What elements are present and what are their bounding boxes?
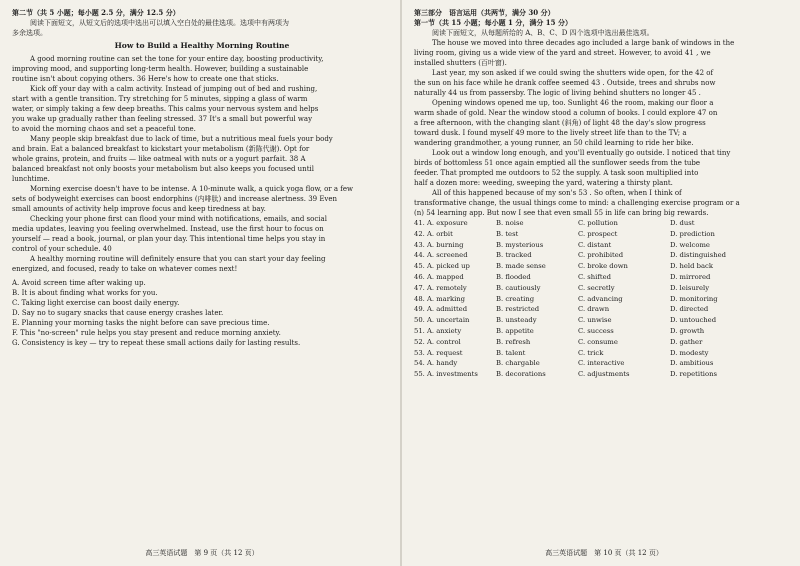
choice-c: C. drawn	[578, 305, 610, 314]
choice-row	[414, 304, 794, 315]
choice-a: 55. A. investments	[414, 370, 478, 379]
text-line: routine isn't about copying others. 36 Here's how to create one that sticks.	[12, 75, 279, 83]
text-line: control of your schedule. 40	[12, 245, 112, 253]
text-line: Morning exercise doesn't have to be intense. A 10-minute walk, a quick yoga flow, or a few	[30, 185, 353, 193]
choice-d: D. monitoring	[670, 294, 718, 303]
text-line: naturally 44 us from passersby. The logic of living behind shutters no longer 45 .	[414, 89, 701, 97]
instruction-line: 阅读下面短文，从短文后的选项中选出可以填入空白处的最佳选项。选项中有两项为	[30, 19, 289, 27]
choice-b: B. refresh	[496, 337, 531, 346]
right-page	[414, 8, 794, 560]
choice-b: B. test	[496, 229, 519, 238]
choice-c: C. distant	[578, 240, 612, 249]
text-line: Checking your phone first can flood your mind with notifications, emails, and social	[30, 215, 327, 223]
choice-b: B. restricted	[496, 305, 540, 314]
choice-d: D. distinguished	[670, 251, 726, 260]
choice-a: 47. A. remotely	[414, 283, 467, 292]
choice-d: D. modesty	[670, 348, 709, 357]
choice-a: 48. A. marking	[414, 294, 465, 303]
choice-c: C. shifted	[578, 272, 611, 281]
text-line: feeder. That prompted me outdoors to 52 the supply. A task soon multiplied into	[414, 169, 699, 177]
choice-d: D. mirrored	[670, 272, 711, 281]
text-line: A good morning routine can set the tone for your entire day, boosting productivity,	[30, 55, 324, 63]
choice-a: 43. A. burning	[414, 240, 464, 249]
choice-b: B. made sense	[496, 262, 546, 271]
passage-paragraph	[414, 98, 794, 148]
part-header: 第三部分 语言运用（共两节，满分 30 分）	[414, 8, 555, 17]
passage-paragraph	[414, 188, 794, 218]
text-line: A healthy morning routine will definitely ensure that you can start your day feeling	[30, 255, 326, 263]
text-line: yourself — read a book, journal, or plan your day. This intentional time helps you stay in	[12, 235, 326, 243]
choice-d: D. ambitious	[670, 359, 714, 368]
text-line: improving mood, and supporting long-term health. However, building a sustainable	[12, 65, 309, 73]
choice-d: D. dust	[670, 219, 695, 227]
choice-c: C. trick	[578, 348, 604, 357]
choice-b: B. creating	[496, 294, 535, 303]
option-f: F. This "no-screen" rule helps you stay present and reduce morning anxiety.	[12, 329, 281, 337]
passage-paragraph	[12, 54, 392, 84]
choice-c: C. pollution	[578, 219, 618, 227]
choice-a: 50. A. uncertain	[414, 316, 470, 325]
choice-row	[414, 294, 794, 305]
passage-paragraph	[12, 184, 392, 214]
text-line: All of this happened because of my son's 53 . So often, when I think of	[432, 189, 682, 197]
choice-row	[414, 261, 794, 272]
passage-title: How to Build a Healthy Morning Routine	[114, 41, 290, 50]
choice-b: B. decorations	[496, 370, 546, 379]
answer-options	[12, 278, 392, 348]
text-line: Kick off your day with a calm activity. Instead of jumping out of bed and rushing,	[30, 85, 318, 93]
choice-b: B. mysterious	[496, 240, 544, 249]
page-fold-divider	[400, 0, 402, 566]
choice-a: 45. A. picked up	[414, 262, 470, 271]
choice-d: D. gather	[670, 337, 703, 346]
choice-c: C. advancing	[578, 294, 623, 303]
option-a: A. Avoid screen time after waking up.	[12, 279, 146, 287]
choice-row	[414, 337, 794, 348]
choice-a: 54. A. handy	[414, 359, 458, 368]
choice-b: B. unsteady	[496, 316, 537, 325]
text-line: (n) 54 learning app. But now I see that even small 55 in life can bring big rewards.	[414, 209, 709, 217]
choice-d: D. repetitions	[670, 370, 717, 379]
option-b: B. It is about finding what works for you.	[12, 289, 158, 297]
choice-d: D. prediction	[670, 229, 715, 238]
passage-paragraph	[12, 84, 392, 134]
option-g: G. Consistency is key — try to repeat these small actions daily for lasting results.	[12, 339, 301, 347]
text-line: a free afternoon, with the changing slant (斜角) of light 48 the day's slow progress	[414, 119, 706, 127]
text-line: Look out a window long enough, and you'll eventually go outside. I noticed that tiny	[432, 149, 731, 157]
text-line: start with a gentle transition. Try stretching for 5 minutes, sipping a glass of warm	[12, 95, 308, 103]
section-header: 第一节（共 15 小题；每小题 1 分，满分 15 分）	[414, 18, 572, 27]
choice-table	[414, 218, 794, 380]
option-d: D. Say no to sugary snacks that cause energy crashes later.	[12, 309, 224, 317]
choice-a: 46. A. mapped	[414, 272, 464, 281]
choice-b: B. cautiously	[496, 283, 541, 292]
choice-b: B. flooded	[496, 272, 531, 281]
choice-row	[414, 250, 794, 261]
choice-a: 52. A. control	[414, 337, 461, 346]
text-line: the sun on his face while he drank coffee seemed 43 . Outside, trees and shrubs now	[414, 79, 716, 87]
option-e: E. Planning your morning tasks the night before can save precious time.	[12, 319, 270, 327]
passage-paragraph	[12, 134, 392, 184]
choice-c: C. prospect	[578, 229, 618, 238]
text-line: and brain. Eat a balanced breakfast to kickstart your metabolism (新陈代谢). Opt for	[12, 145, 310, 153]
passage-paragraph	[414, 148, 794, 188]
choice-b: B. tracked	[496, 251, 532, 260]
page-footer: 高三英语试题 第 10 页（共 12 页）	[545, 549, 663, 557]
choice-c: C. secretly	[578, 283, 615, 292]
choice-a: 44. A. screened	[414, 251, 468, 260]
choice-row	[414, 218, 794, 229]
choice-a: 49. A. admitted	[414, 305, 468, 314]
passage-paragraph	[12, 214, 392, 254]
text-line: Many people skip breakfast due to lack of time, but a nutritious meal fuels your body	[30, 135, 333, 143]
choice-a: 51. A. anxiety	[414, 326, 462, 335]
choice-c: C. adjustments	[578, 370, 630, 379]
choice-row	[414, 369, 794, 380]
choice-d: D. welcome	[670, 240, 710, 249]
choice-b: B. appetite	[496, 326, 534, 335]
text-line: birds of bottomless 51 once again emptied all the sunflower seeds from the tube	[414, 159, 701, 167]
choice-c: C. broke down	[578, 262, 628, 271]
choice-c: C. interactive	[578, 359, 625, 368]
passage-paragraph	[414, 68, 794, 98]
choice-d: D. untouched	[670, 316, 717, 325]
choice-a: 41. A. exposure	[414, 219, 468, 227]
choice-row	[414, 348, 794, 359]
text-line: media updates, leaving you feeling overwhelmed. Instead, use the first hour to focus on	[12, 225, 324, 233]
choice-d: D. leisurely	[670, 283, 710, 292]
text-line: installed shutters (百叶窗).	[414, 59, 507, 67]
left-page	[12, 8, 392, 560]
text-line: balanced breakfast not only boosts your metabolism but also keeps you focused until	[12, 165, 314, 173]
choice-d: D. growth	[670, 326, 705, 335]
text-line: energized, and focused, ready to take on whatever comes next!	[12, 265, 238, 273]
passage-paragraph	[414, 38, 794, 68]
text-line: whole grains, protein, and fruits — like oatmeal with nuts or a yogurt parfait. 38 A	[12, 155, 306, 163]
choice-row	[414, 240, 794, 251]
choice-row	[414, 326, 794, 337]
text-line: Last year, my son asked if we could swing the shutters wide open, for the 42 of	[432, 69, 714, 77]
text-line: transformative change, the usual things come to mind: a challenging exercise program or a	[414, 199, 740, 207]
choice-c: C. success	[578, 326, 614, 335]
choice-row	[414, 358, 794, 369]
choice-b: B. chargable	[496, 359, 540, 368]
instruction-line: 多余选项。	[12, 29, 47, 37]
page-footer: 高三英语试题 第 9 页（共 12 页）	[145, 549, 259, 557]
choice-b: B. talent	[496, 348, 526, 357]
choice-c: C. consume	[578, 337, 618, 346]
choice-c: C. unwise	[578, 316, 612, 325]
text-line: half a dozen more: weeding, sweeping the yard, watering a thirsty plant.	[414, 179, 673, 187]
choice-row	[414, 229, 794, 240]
choice-row	[414, 283, 794, 294]
section-header: 第二节（共 5 小题；每小题 2.5 分，满分 12.5 分）	[12, 8, 180, 17]
text-line: sets of bodyweight exercises can boost endorphins (内啡肽) and increase alertness. 39 Even	[12, 195, 338, 203]
text-line: The house we moved into three decades ago included a large bank of windows in the	[432, 39, 735, 47]
choice-b: B. noise	[496, 219, 524, 227]
choice-d: D. held back	[670, 262, 713, 271]
choice-a: 42. A. orbit	[414, 229, 453, 238]
passage-paragraph	[12, 254, 392, 274]
instruction-line: 阅读下面短文，从每题所给的 A、B、C、D 四个选项中选出最佳选项。	[432, 29, 654, 37]
text-line: Opening windows opened me up, too. Sunlight 46 the room, making our floor a	[432, 99, 714, 107]
text-line: small amounts of activity help improve focus and keep tiredness at bay.	[12, 205, 266, 213]
text-line: warm shade of gold. Near the window stood a column of books. I could explore 47 on	[414, 109, 718, 117]
option-c: C. Taking light exercise can boost daily energy.	[12, 299, 180, 307]
text-line: wandering grandmother, a young runner, an 50 child learning to ride her bike.	[414, 139, 694, 147]
text-line: toward dusk. I found myself 49 more to the lively street life than to the TV; a	[414, 129, 687, 137]
choice-row	[414, 272, 794, 283]
choice-c: C. prohibited	[578, 251, 624, 260]
choice-d: D. directed	[670, 305, 709, 314]
text-line: you wake up gradually rather than feeling stressed. 37 It's a small but powerful way	[12, 115, 313, 123]
text-line: lunchtime.	[12, 175, 50, 183]
text-line: to avoid the morning chaos and set a peaceful tone.	[12, 125, 196, 133]
text-line: living room, giving us a wide view of the yard and street. However, to avoid 41 , we	[414, 49, 711, 57]
text-line: water, or simply taking a few deep breaths. This calms your nervous system and helps	[12, 105, 319, 113]
choice-a: 53. A. request	[414, 348, 463, 357]
choice-row	[414, 315, 794, 326]
